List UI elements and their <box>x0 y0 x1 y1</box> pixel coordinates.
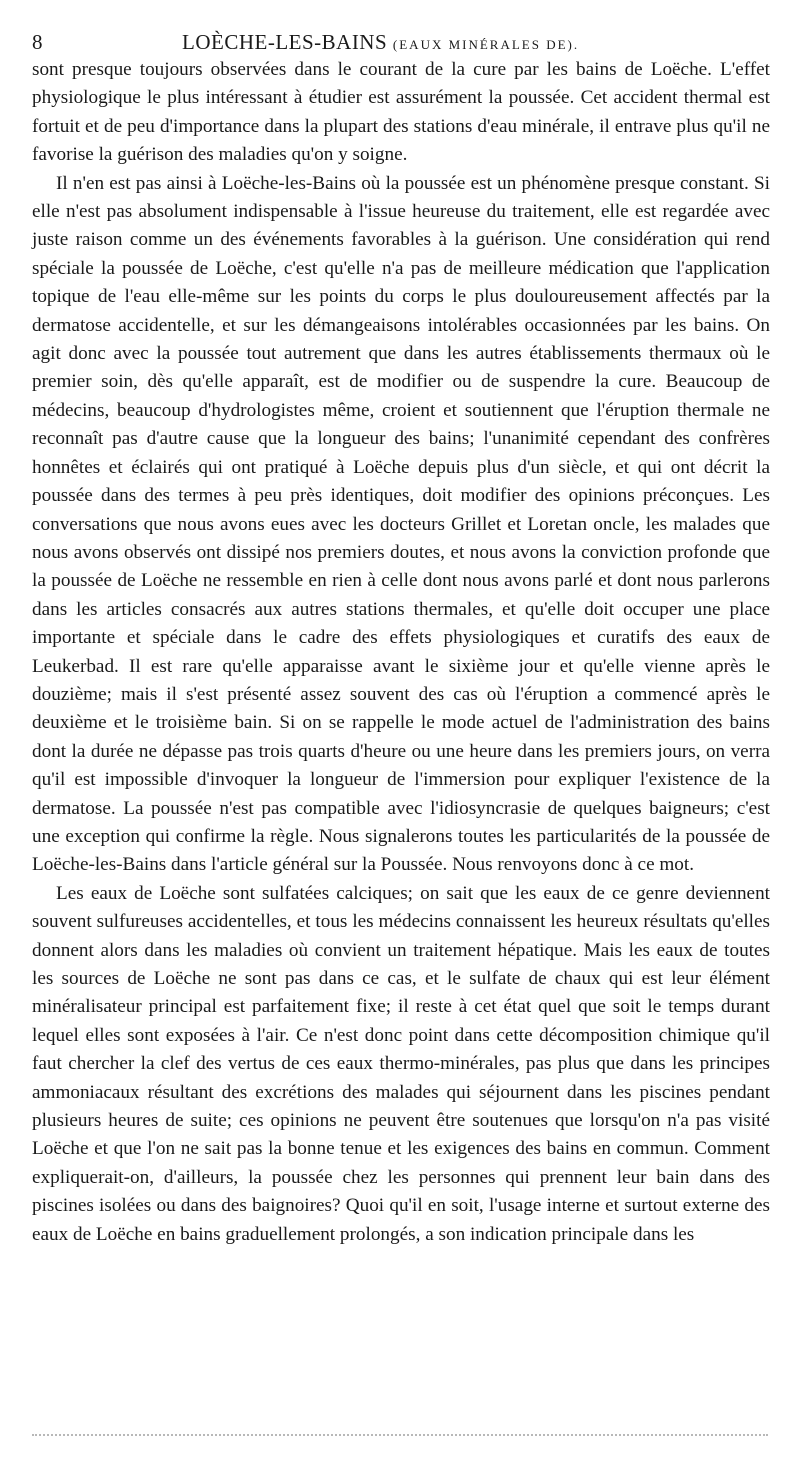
bottom-dotted-rule <box>32 1432 768 1436</box>
running-title-subtitle: (EAUX MINÉRALES DE). <box>392 37 580 52</box>
running-head <box>32 26 770 56</box>
paragraph-poussee: Il n'en est pas ainsi à Loëche-les-Bains où la poussée est un phénomène presque constant. Si elle n'est pas absolument indispensable à l'issue heureuse du traitement, elle est regardée avec juste raison comme un des événements favorables à la guérison. Une considération qui rend spéciale la poussée de Loëche, c'est qu'elle n'a pas de meilleure médication que l'application topique de l'eau elle-même sur les points du corps le plus douloureusement affectés par la dermatose accidentelle, et sur les démangeaisons intolérables occasionnées par les bains. On agit donc avec la poussée tout autrement que dans les autres établissements thermaux où le premier soin, dès qu'elle apparaît, est de modifier ou de suspendre la cure. Beaucoup de médecins, beaucoup d'hydrologistes même, croient et soutiennent que l'éruption thermale ne reconnaît pas d'autre cause que la longueur des bains; l'unanimité cependant des confrères honnêtes et éclairés qui ont pratiqué à Loëche depuis plus d'un siècle, et qui ont décrit la poussée dans des termes à peu près identiques, doit modifier des opinions préconçues. Les conversations que nous avons eues avec les docteurs Grillet et Loretan oncle, les malades que nous avons observés ont dissipé nos premiers doutes, et nous avons la conviction profonde que la poussée de Loëche ne ressemble en rien à celle dont nous avons parlé et dont nous parlerons dans les articles consacrés aux autres stations thermales, et qu'elle doit occuper une place importante et spéciale dans le cadre des effets physiologiques et curatifs des eaux de Leukerbad. Il est rare qu'elle apparaisse avant le sixième jour et qu'elle vienne après le douzième; mais il s'est présenté assez souvent des cas où l'éruption a commencé après le deuxième et le troisième bain. Si on se rappelle le mode actuel de l'administration des bains dont la durée ne dépasse pas trois quarts d'heure ou une heure dans les premiers jours, on verra qu'il est impossible d'invoquer la longueur de l'immersion pour expliquer l'existence de la dermatose. La poussée n'est pas compatible avec l'idiosyncrasie de quelques baigneurs; c'est une exception qui confirme la règle. Nous signalerons toutes les particularités de la poussée de Loëche-les-Bains dans l'article général sur la Poussée. Nous renvoyons donc à ce mot. <box>32 172 770 876</box>
body-text <box>32 56 770 1249</box>
paragraph-sulfatees: Les eaux de Loëche sont sulfatées calciques; on sait que les eaux de ce genre deviennent souvent sulfureuses accidentelles, et tous les médecins connaissent les heureux résultats qu'elles donnent alors dans les maladies où convient un traitement hépatique. Mais les eaux de toutes les sources de Loëche ne sont pas dans ce cas, et le sulfate de chaux qui est leur élément minéralisateur principal est parfaitement fixe; il reste à cet état quel que soit le temps durant lequel elles sont exposées à l'air. Ce n'est donc point dans cette décomposition chimique qu'il faut chercher la clef des vertus de ces eaux thermo-minérales, pas plus que dans les principes ammoniacaux résultant des excrétions des malades qui séjournent dans les piscines pendant plusieurs heures de suite; ces opinions ne peuvent être soutenues que lorsqu'on n'a pas visité Loëche et que l'on ne sait pas la bonne tenue et les exigences des bains en commun. Comment expliquerait-on, d'ailleurs, la poussée chez les personnes qui prennent leur bain dans des piscines isolées ou dans des baignoires? Quoi qu'il en soit, l'usage interne et surtout externe des eaux de Loëche en bains graduellement prolongés, a son indication principale dans les <box>32 882 770 1245</box>
running-title <box>182 30 579 55</box>
running-title-main: LOÈCHE-LES-BAINS <box>182 30 388 54</box>
paragraph-continuation: sont presque toujours observées dans le courant de la cure par les bains de Loëche. L'effet physiologique le plus intéressant à étudier est assurément la poussée. Cet accident thermal est fortuit et de peu d'importance dans la plupart des stations d'eau minérale, il entrave plus qu'il ne favorise la guérison des maladies qu'on y soigne. <box>32 59 770 166</box>
book-page <box>32 26 770 1249</box>
page-number: 8 <box>32 30 43 54</box>
